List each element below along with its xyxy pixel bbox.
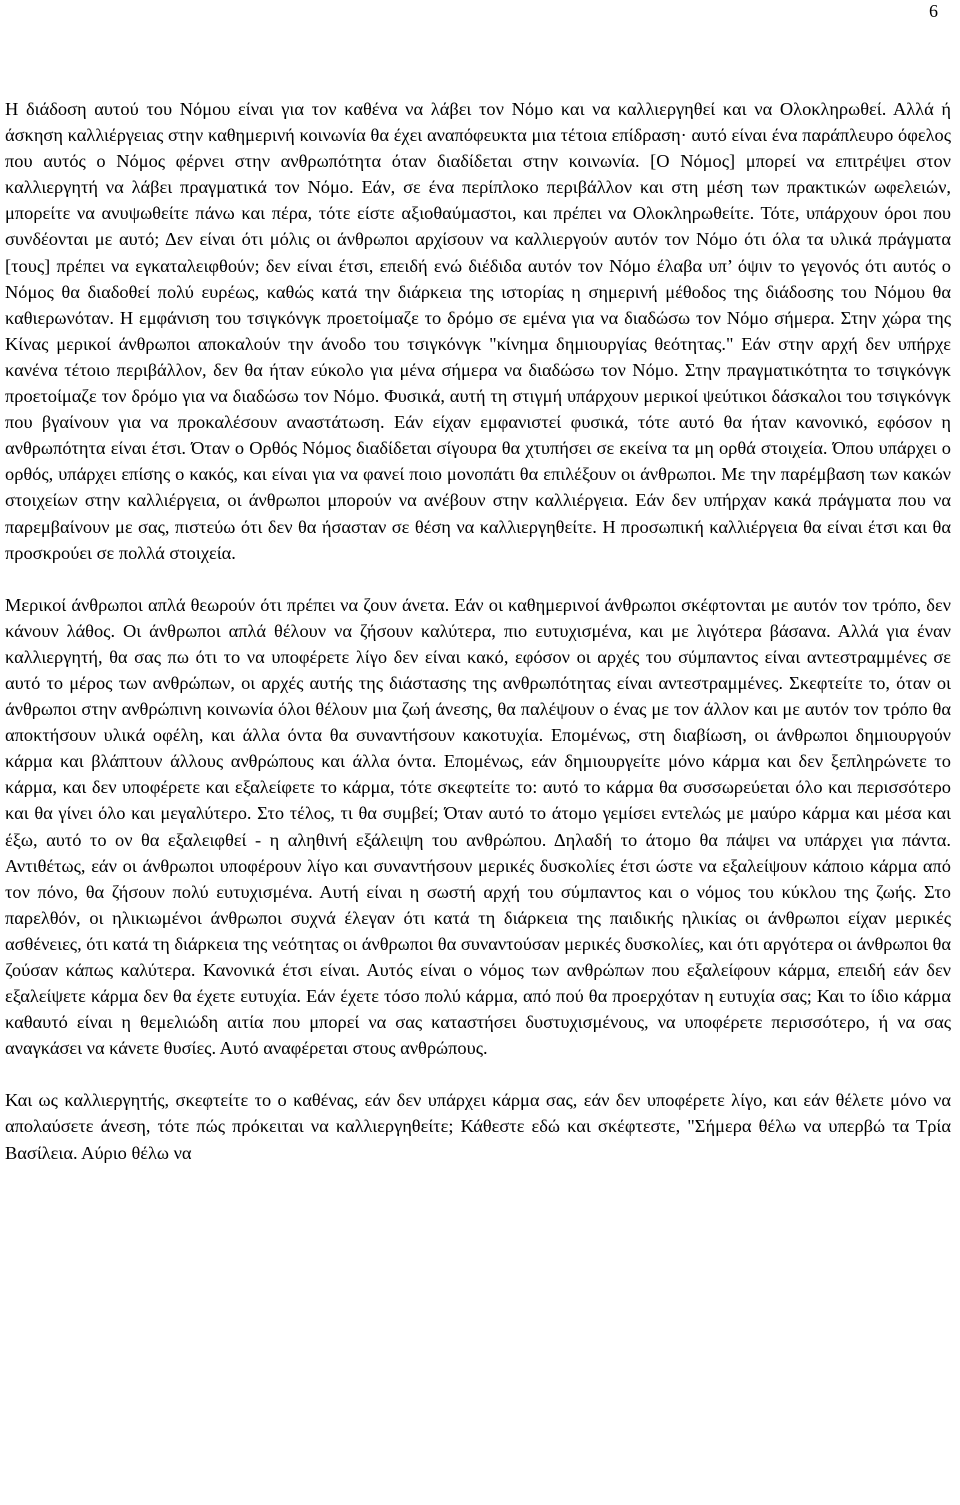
page-number: 6 xyxy=(929,1,938,21)
paragraph-1: Η διάδοση αυτού του Νόμου είναι για τον καθένα να λάβει τον Νόμο και να καλλιεργηθεί και να Ολοκληρωθεί. Αλλά ή άσκηση καλλιέργειας στην καθημερινή κοινωνία θα έχει αναπόφευκτα μια τέτοια επίδραση· αυτό είναι ένα παράπλευρο όφελος που αυτός ο Νόμος φέρνει στην ανθρωπότητα όταν διαδίδεται στην κοινωνία. [Ο Νόμος] μπορεί να επιτρέψει στον καλλιεργητή να λάβει πραγματικά τον Νόμο. Εάν, σε ένα περίπλοκο περιβάλλον και στη μέση των πρακτικών ωφελειών, μπορείτε να ανυψωθείτε πάνω και πέρα, τότε είστε αξιοθαύμαστοι, και πρέπει να Ολοκληρωθείτε. Τότε, υπάρχουν όροι που συνδέονται με αυτό; Δεν είναι ότι μόλις οι άνθρωποι αρχίσουν να καλλιεργούν αυτόν τον Νόμο ότι όλα τα υλικά πράγματα [τους] πρέπει να εγκαταλειφθούν; δεν είναι έτσι, επειδή ενώ διέδιδα αυτόν τον Νόμο έλαβα υπ’ όψιν το γεγονός ότι αυτός ο Νόμος θα διαδοθεί πολύ ευρέως, καθώς κατά την διάρκεια της ιστορίας η σημερινή μέθοδος της διάδοσης του Νόμου θα καθιερωνόταν. Η εμφάνιση του τσιγκόνγκ προετοίμαζε το δρόμο σε εμένα για να διαδώσω τον Νόμο σήμερα. Στην χώρα της Κίνας μερικοί άνθρωποι αποκαλούν την άνοδο του τσιγκόνγκ "κίνημα δημιουργίας θεότητας." Εάν στην αρχή δεν υπήρχε κανένα τέτοιο περιβάλλον, δεν θα ήταν εύκολο για μένα σήμερα να διαδώσω τον Νόμο. Στην πραγματικότητα το τσιγκόνγκ προετοίμαζε τον δρόμο για να διαδώσω τον Νόμο. Φυσικά, αυτή τη στιγμή υπάρχουν μερικοί ψεύτικοι δάσκαλοι του τσιγκόνγκ που βγαίνουν για να προκαλέσουν αναστάτωση. Εάν είχαν εμφανιστεί φυσικά, τότε αυτό θα ήταν κανονικό, εφόσον η ανθρωπότητα είναι έτσι. Όταν ο Ορθός Νόμος διαδίδεται σίγουρα θα χτυπήσει σε εκείνα τα μη ορθά στοιχεία. Όπου υπάρχει ο ορθός, υπάρχει επίσης ο κακός, και είναι για να φανεί ποιο μονοπάτι θα επιλέξουν οι άνθρωποι. Με την παρέμβαση των κακών στοιχείων στην καλλιέργεια, οι άνθρωποι μπορούν να ανέβουν στην καλλιέργεια. Εάν δεν υπήρχαν κακά πράγματα που να παρεμβαίνουν με σας, πιστεύω ότι δεν θα ήσασταν σε θέση να καλλιεργηθείτε. Η προσωπική καλλιέργεια θα είναι έτσι και θα προσκρούει σε πολλά στοιχεία. xyxy=(5,99,951,563)
paragraph-3: Και ως καλλιεργητής, σκεφτείτε το ο καθένας, εάν δεν υπάρχει κάρμα σας, εάν δεν υποφέρετε λίγο, και εάν θέλετε μόνο να απολαύσετε άνεση, τότε πώς πρόκειται να καλλιεργηθείτε; Κάθεστε εδώ και σκέφτεστε, "Σήμερα θέλω να υπερβώ τα Τρία Βασίλεια. Αύριο θέλω να xyxy=(5,1090,951,1163)
body-text xyxy=(5,96,951,1166)
paragraph-2: Μερικοί άνθρωποι απλά θεωρούν ότι πρέπει να ζουν άνετα. Εάν οι καθημερινοί άνθρωποι σκέφτονται με αυτόν τον τρόπο, δεν κάνουν λάθος. Οι άνθρωποι απλά θέλουν να ζήσουν καλύτερα, πιο ευτυχισμένα, και με λιγότερα βάσανα. Αλλά για έναν καλλιεργητή, θα σας πω ότι το να υποφέρετε λίγο δεν είναι κακό, εφόσον οι αρχές του σύμπαντος είναι αντεστραμμένες σε αυτό το μέρος των ανθρώπων, οι αρχές αυτής της διάστασης της ανθρωπότητας είναι αντεστραμμένες. Σκεφτείτε το, όταν οι άνθρωποι στην ανθρώπινη κοινωνία όλοι θέλουν μια ζωή άνεσης, θα παλέψουν ο ένας με τον άλλον και με αυτόν τον τρόπο θα αποκτήσουν υλικά οφέλη, και άλλα όντα θα συναντήσουν κακοτυχία. Επομένως, στη διαβίωση, οι άνθρωποι δημιουργούν κάρμα και βλάπτουν άλλους ανθρώπους και άλλα όντα. Επομένως, εάν δημιουργείτε μόνο κάρμα και δεν ξεπληρώνετε το κάρμα, και δεν υποφέρετε και εξαλείφετε το κάρμα, τότε σκεφτείτε το: αυτό το κάρμα θα συσσωρεύεται όλο και περισσότερο και θα γίνει όλο και μεγαλύτερο. Στο τέλος, τι θα συμβεί; Όταν αυτό το άτομο γεμίσει εντελώς με μαύρο κάρμα και μέσα και έξω, αυτό το ον θα εξαλειφθεί - η αληθινή εξάλειψη του ανθρώπου. Δηλαδή το άτομο θα πάψει να υπάρχει για πάντα. Αντιθέτως, εάν οι άνθρωποι υποφέρουν λίγο και συναντήσουν μερικές δυσκολίες έτσι ώστε να εξαλείψουν κάποιο κάρμα από τον πόνο, θα ζήσουν πολύ ευτυχισμένα. Αυτή είναι η σωστή αρχή του σύμπαντος και ο νόμος του κύκλου της ζωής. Στο παρελθόν, οι ηλικιωμένοι άνθρωποι συχνά έλεγαν ότι κατά τη διάρκεια της παιδικής ηλικίας οι άνθρωποι είχαν μερικές ασθένειες, ότι κατά τη διάρκεια της νεότητας οι άνθρωποι θα συναντούσαν μερικές δυσκολίες, και ότι αργότερα οι άνθρωποι θα ζούσαν κάπως καλύτερα. Κανονικά έτσι είναι. Αυτός είναι ο νόμος των ανθρώπων που εξαλείφουν κάρμα, επειδή εάν δεν εξαλείψετε κάρμα δεν θα έχετε ευτυχία. Εάν έχετε τόσο πολύ κάρμα, από πού θα προερχόταν η ευτυχία σας; Και το ίδιο κάρμα καθαυτό είναι η θεμελιώδη αιτία που μπορεί να σας καταστήσει δυστυχισμένους, να υποφέρετε περισσότερο, ή να σας αναγκάσει να κάνετε θυσίες. Αυτό αναφέρεται στους ανθρώπους. xyxy=(5,594,952,1059)
